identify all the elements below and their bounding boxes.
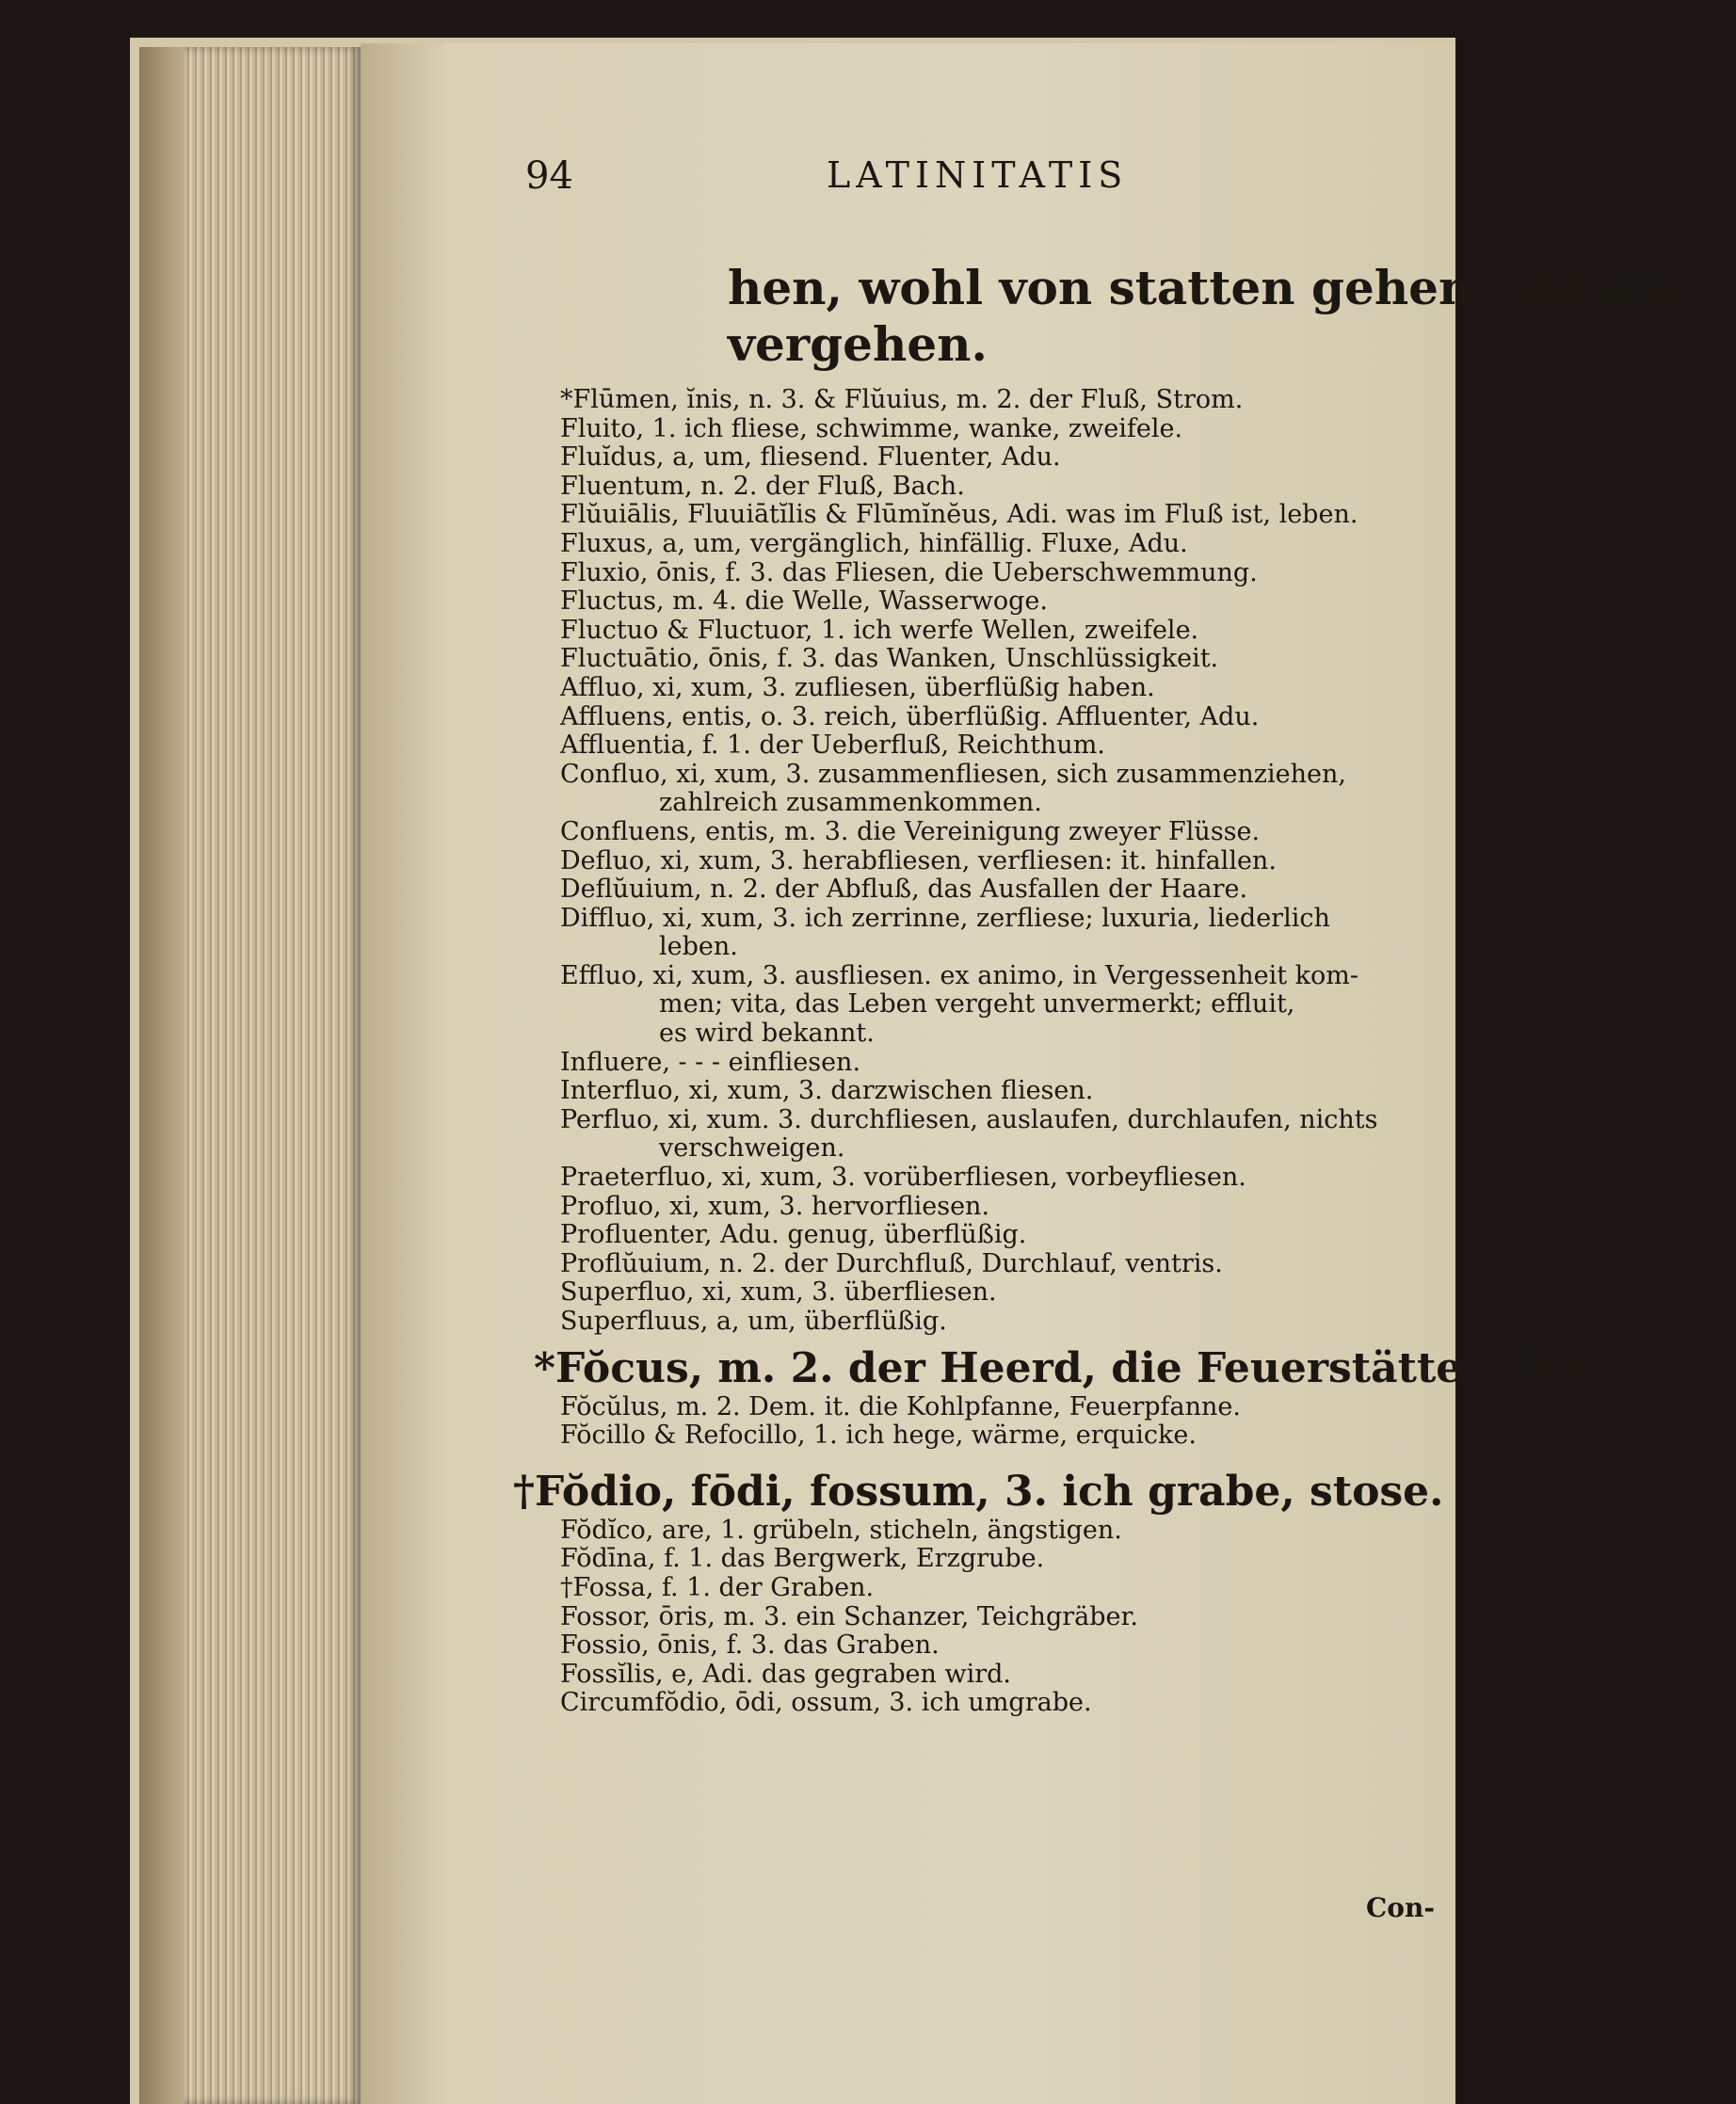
dictionary-entry: Fluctuātio, ōnis, f. 3. das Wanken, Unschlüssigkeit. [560, 644, 1219, 674]
page-number: 94 [525, 154, 573, 198]
book-cover-edge [139, 47, 185, 2104]
entry-continuation: verschweigen. [659, 1133, 845, 1164]
headword-entry: *Fŏcus, m. 2. der Heerd, die Feuerstätte, Haus. [534, 1343, 1626, 1392]
dictionary-entry: Defluo, xi, xum, 3. herabfliesen, verfliesen: it. hinfallen. [560, 845, 1277, 875]
dictionary-entry: Proflŭuium, n. 2. der Durchfluß, Durchlauf, ventris. [560, 1248, 1223, 1278]
dictionary-entry: Confluo, xi, xum, 3. zusammenfliesen, sich zusammenziehen, [560, 759, 1346, 789]
dictionary-entry: Affluo, xi, xum, 3. zufliesen, überflüßig haben. [560, 672, 1155, 702]
entry-continuation: leben. [659, 932, 738, 962]
dictionary-entry: Fluxio, ōnis, f. 3. das Fliesen, die Ueberschwemmung. [560, 557, 1258, 587]
dictionary-entry: Fossĭlis, e, Adi. das gegraben wird. [560, 1659, 1011, 1689]
dictionary-entry: Fŏcillo & Refocillo, 1. ich hege, wärme, erquicke. [560, 1421, 1197, 1451]
dictionary-entry: Profluo, xi, xum, 3. hervorfliesen. [560, 1191, 990, 1221]
dictionary-entry: Superfluo, xi, xum, 3. überfliesen. [560, 1277, 997, 1308]
dictionary-entry: *Flūmen, ĭnis, n. 3. & Flŭuius, m. 2. der Fluß, Strom. [560, 385, 1244, 414]
dictionary-entry: Affluens, entis, o. 3. reich, überflüßig. Affluenter, Adu. [560, 701, 1260, 731]
continuation-line: hen, wohl von statten gehen, abfallen, [728, 260, 1736, 315]
dictionary-entry: Fossio, ōnis, f. 3. das Graben. [560, 1630, 940, 1661]
headword-entry: †Fŏdio, fōdi, fossum, 3. ich grabe, stose. [513, 1467, 1444, 1516]
dictionary-entry: Superfluus, a, um, überflüßig. [560, 1307, 947, 1336]
dictionary-entry: Perfluo, xi, xum. 3. durchfliesen, auslaufen, durchlaufen, nichts [560, 1104, 1378, 1134]
dictionary-entry: †Fossa, f. 1. der Graben. [560, 1572, 875, 1602]
dictionary-entry: Fluxus, a, um, vergänglich, hinfällig. Fluxe, Adu. [560, 528, 1188, 558]
dictionary-entry: Fluĭdus, a, um, fliesend. Fluenter, Adu. [560, 442, 1061, 473]
dictionary-entry: Influere, - - - einfliesen. [560, 1047, 861, 1077]
book-page [361, 43, 1736, 2104]
continuation-line: vergehen. [728, 316, 988, 372]
dictionary-entry: Fŏcŭlus, m. 2. Dem. it. die Kohlpfanne, Feuerpfanne. [560, 1391, 1241, 1421]
entry-continuation: es wird bekannt. [659, 1019, 875, 1049]
catchword: Con- [1366, 1892, 1435, 1923]
dictionary-body [513, 260, 1736, 1718]
dictionary-entry: Fŏdīna, f. 1. das Bergwerk, Erzgrube. [560, 1544, 1045, 1574]
dictionary-entry: Diffluo, xi, xum, 3. ich zerrinne, zerfliese; luxuria, liederlich [560, 903, 1330, 933]
running-title: LATINITATIS [827, 154, 1129, 196]
dictionary-entry: Fluctus, m. 4. die Welle, Wasserwoge. [560, 586, 1048, 617]
dictionary-entry: Profluenter, Adu. genug, überflüßig. [560, 1220, 1027, 1250]
entry-list [513, 385, 1626, 1718]
dictionary-entry: Fluctuo & Fluctuor, 1. ich werfe Wellen, zweifele. [560, 615, 1199, 645]
entry-continuation: zahlreich zusammenkommen. [659, 788, 1042, 818]
dictionary-entry: Fŏdĭco, are, 1. grübeln, sticheln, ängstigen. [560, 1515, 1122, 1545]
dictionary-entry: Praeterfluo, xi, xum, 3. vorüberfliesen, vorbeyfliesen. [560, 1163, 1246, 1193]
dictionary-entry: Confluens, entis, m. 3. die Vereinigung zweyer Flüsse. [560, 816, 1261, 846]
dictionary-entry: Interfluo, xi, xum, 3. darzwischen fliesen. [560, 1076, 1094, 1106]
dictionary-entry: Circumfŏdio, ōdi, ossum, 3. ich umgrabe. [560, 1688, 1092, 1718]
entry-continuation: men; vita, das Leben vergeht unvermerkt; effluit, [659, 989, 1295, 1020]
dictionary-entry: Fluito, 1. ich fliese, schwimme, wanke, zweifele. [560, 413, 1183, 443]
dictionary-entry: Fossor, ōris, m. 3. ein Schanzer, Teichgräber. [560, 1601, 1139, 1631]
running-head [361, 154, 1455, 211]
dictionary-entry: Effluo, xi, xum, 3. ausfliesen. ex animo, in Vergessenheit kom- [560, 960, 1359, 990]
dictionary-entry: Deflŭuium, n. 2. der Abfluß, das Ausfallen der Haare. [560, 875, 1248, 905]
dictionary-entry: Flŭuiālis, Fluuiātĭlis & Flūmĭnĕus, Adi. was im Fluß ist, leben. [560, 500, 1358, 530]
dictionary-entry: Affluentia, f. 1. der Ueberfluß, Reichthum. [560, 731, 1105, 761]
dictionary-entry: Fluentum, n. 2. der Fluß, Bach. [560, 471, 965, 501]
